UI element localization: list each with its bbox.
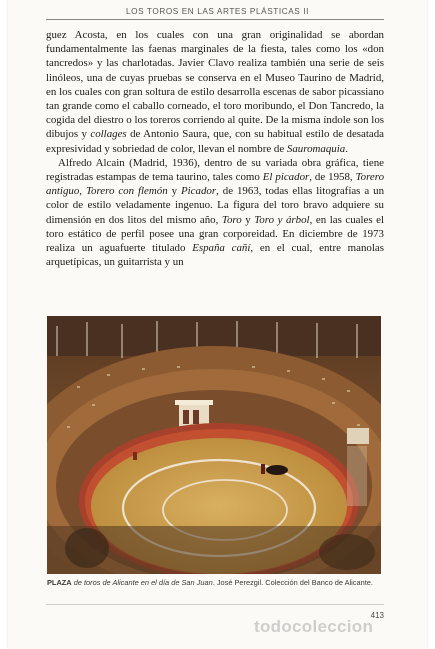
running-title: LOS TOROS EN LAS ARTES PLÁSTICAS II — [126, 7, 309, 16]
paragraph-2: Alfredo Alcain (Madrid, 1936), dentro de su variada obra gráfica, tiene registradas estampas de tema taurino, tales como El picador, de 1958, Torero antiguo, Torero con flemón y Picador, de 1963, todas ellas litografías a un color de estilo veladamente ingenuo. La figura del toro bravo adquiere su dimensión en dos litos del mismo año, Toro y Toro y árbol, en las cuales el toro estático de perfil posee una gran corporeidad. En diciembre de 1973 realiza un aguafuerte titulado España cañí, en el cual, entre manolas arquetípicas, un guitarrista y un — [46, 156, 385, 269]
body-text — [46, 28, 384, 269]
book-page — [8, 0, 427, 649]
watermark-logo: todocoleccion — [254, 617, 374, 636]
caption-lead: PLAZA — [47, 578, 72, 587]
bullring-painting — [47, 316, 381, 574]
figure-caption — [47, 578, 383, 588]
caption-credit: . José Perezgil. Colección del Banco de Alicante. — [212, 578, 373, 587]
header-rule — [46, 19, 384, 20]
bullring-painting-image — [47, 316, 381, 574]
paragraph-1: guez Acosta, en los cuales con una gran originalidad se abordan fundamentalmente las faenas marginales de la fiesta, tales como los «don tancredos» y las charlotadas. Javier Clavo realiza también una serie de seis linóleos, una de cuyas pruebas se conserva en el Museo Taurino de Madrid, en los cuales con gran soltura de estilo desarrolla escenas de sabor picassiano tan grande como el caballo corneado, el toro moribundo, el Don Tancredo, la cogida del diestro o los toreros corriendo al quite. De la misma índole son los dibujos y collages de Antonio Saura, que, con su habitual estilo de desatada expresividad y sobriedad de color, llevan el nombre de Sauromaquia. — [46, 29, 385, 155]
page-number: 413 — [370, 611, 384, 620]
footer-rule — [46, 604, 384, 605]
caption-title: de toros de Alicante en el día de San Juan — [71, 578, 213, 587]
